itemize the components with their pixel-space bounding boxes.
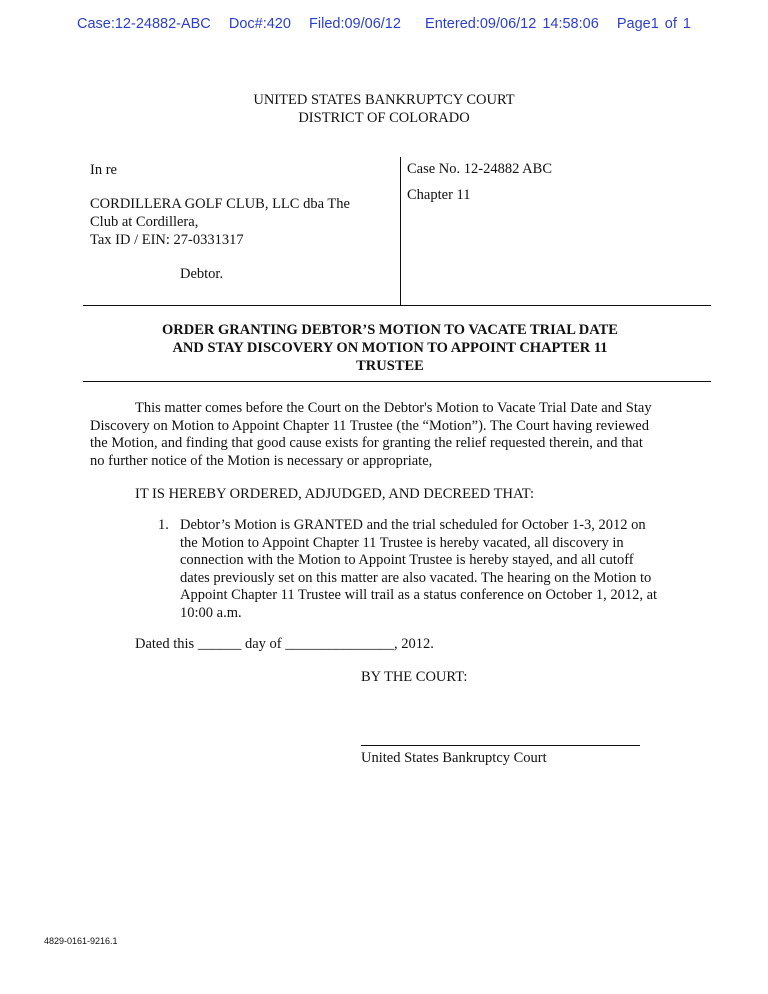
chapter-label: Chapter 11 [407,187,471,203]
in-re-label: In re [90,162,117,178]
item-line5: Appoint Chapter 11 Trustee will trail as a status conference on October 1, 2012, at [180,587,658,603]
debtor-name-line1: CORDILLERA GOLF CLUB, LLC dba The [90,196,350,212]
signature-caption: United States Bankruptcy Court [361,750,547,766]
debtor-label: Debtor. [180,266,224,282]
intro-line4: no further notice of the Motion is necessary or appropriate, [90,452,433,469]
dated-line: Dated this ______ day of _______________, 2012. [135,636,434,652]
item-line4: dates previously set on this matter are also vacated. The hearing on the Motion to [180,569,652,586]
document-id: 4829-0161-9216.1 [44,936,118,946]
tax-id: Tax ID / EIN: 27-0331317 [90,232,244,248]
title-bottom-rule [83,381,711,382]
ordered-statement: IT IS HEREBY ORDERED, ADJUDGED, AND DECREED THAT: [135,486,534,502]
item-line1: Debtor’s Motion is GRANTED and the trial scheduled for October 1-3, 2012 on [180,517,646,533]
court-name: UNITED STATES BANKRUPTCY COURT [253,92,515,108]
order-title [110,321,670,375]
intro-line2: Discovery on Motion to Appoint Chapter 11 Trustee (the “Motion”). The Court having reviewed [90,417,649,434]
intro-paragraph [90,400,690,470]
order-title-line3: TRUSTEE [356,358,424,374]
caption-divider [400,157,401,306]
intro-line3: the Motion, and finding that good cause exists for granting the relief requested therein, and that [90,435,643,451]
order-title-line1: ORDER GRANTING DEBTOR’S MOTION TO VACATE TRIAL DATE [162,322,618,338]
debtor-name-line2: Club at Cordillera, [90,214,199,230]
item-line2: the Motion to Appoint Chapter 11 Trustee is hereby vacated, all discovery in [180,534,624,551]
case-number: Case No. 12-24882 ABC [407,161,552,177]
caption-bottom-rule [83,305,711,306]
item-line6: 10:00 a.m. [180,604,242,621]
item-number: 1. [158,517,169,533]
intro-line1: This matter comes before the Court on the Debtor's Motion to Vacate Trial Date and Stay [135,400,652,416]
signature-line [361,745,640,746]
item-line3: connection with the Motion to Appoint Trustee is hereby stayed, and all cutoff [180,552,634,568]
filing-stamp: Case:12-24882-ABC Doc#:420 Filed:09/06/12 Entered:09/06/12 14:58:06 Page1 of 1 [76,16,691,32]
by-the-court: BY THE COURT: [361,669,468,685]
court-district: DISTRICT OF COLORADO [298,110,470,126]
order-title-line2: AND STAY DISCOVERY ON MOTION TO APPOINT CHAPTER 11 [172,340,608,356]
order-item-1 [180,517,680,622]
